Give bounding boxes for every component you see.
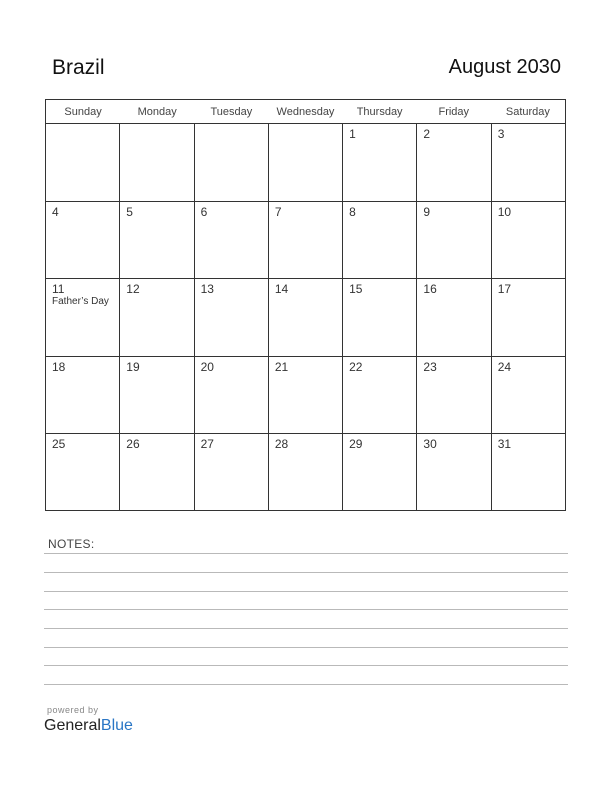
weekday-header-row [46, 100, 565, 124]
day-number: 11 [52, 282, 65, 297]
weeks-container [46, 124, 565, 511]
weekday-saturday: Saturday [505, 106, 550, 118]
calendar-grid [45, 99, 566, 511]
day-number: 23 [423, 359, 437, 374]
day-number: 31 [497, 437, 512, 452]
day-number: 21 [274, 359, 289, 374]
day-number: 6 [200, 204, 208, 219]
day-cell [492, 357, 565, 434]
day-cell [269, 434, 343, 511]
notes-line [44, 628, 568, 629]
notes-line [44, 647, 568, 648]
week-row [46, 357, 565, 435]
notes-line [44, 591, 568, 592]
day-number: 25 [52, 437, 66, 452]
day-cell [120, 202, 194, 279]
day-number: 17 [497, 282, 512, 297]
day-cell [417, 279, 491, 356]
day-number: 22 [349, 359, 363, 374]
notes-line [44, 609, 568, 610]
day-cell [46, 279, 120, 356]
week-row [46, 434, 565, 511]
day-number: 9 [423, 204, 431, 219]
day-cell [195, 202, 269, 279]
day-number: 28 [274, 437, 289, 452]
day-number: 1 [349, 127, 356, 141]
weekday-tuesday: Tuesday [210, 106, 253, 118]
day-number: 3 [497, 127, 505, 141]
day-cell [417, 434, 491, 511]
day-number: 29 [349, 437, 363, 452]
day-cell [120, 434, 194, 511]
notes-line [44, 572, 568, 573]
day-number: 16 [423, 282, 437, 297]
day-number: 10 [497, 204, 512, 219]
powered-by-text: powered by [47, 705, 99, 715]
day-cell [269, 357, 343, 434]
day-number: 20 [200, 359, 214, 374]
day-number: 18 [52, 359, 66, 374]
day-cell [269, 124, 343, 201]
day-number: 12 [126, 282, 140, 297]
notes-line [44, 553, 568, 554]
day-cell [195, 357, 269, 434]
day-cell [492, 124, 565, 201]
week-row [46, 279, 565, 357]
day-cell [120, 357, 194, 434]
day-cell [195, 279, 269, 356]
day-number: 15 [349, 282, 363, 297]
weekday-friday: Friday [438, 106, 470, 118]
weekday-thursday: Thursday [356, 106, 403, 118]
notes-label: NOTES: [48, 537, 95, 551]
week-row [46, 124, 565, 202]
day-number: 30 [423, 437, 437, 452]
day-cell [46, 434, 120, 511]
day-number: 8 [349, 204, 356, 219]
day-cell [417, 357, 491, 434]
day-cell [46, 357, 120, 434]
weekday-wednesday: Wednesday [276, 106, 335, 118]
day-cell [120, 124, 194, 201]
generalblue-logo [44, 717, 133, 735]
day-cell [343, 357, 417, 434]
day-cell [343, 124, 417, 201]
day-cell [120, 279, 194, 356]
day-cell [417, 202, 491, 279]
day-cell [195, 124, 269, 201]
day-cell [343, 434, 417, 511]
day-cell [343, 279, 417, 356]
day-cell [195, 434, 269, 511]
month-year-title: August 2030 [448, 56, 561, 78]
country-title: Brazil [52, 56, 105, 79]
day-number: 7 [274, 204, 282, 219]
day-number: 13 [200, 282, 214, 297]
day-number: 4 [52, 204, 59, 219]
notes-line [44, 684, 568, 685]
day-cell [417, 124, 491, 201]
day-cell [343, 202, 417, 279]
day-cell [492, 434, 565, 511]
day-number: 2 [423, 127, 431, 141]
day-cell [46, 202, 120, 279]
day-number: 19 [126, 359, 140, 374]
week-row [46, 202, 565, 280]
brand-general-text: General [44, 717, 101, 734]
day-cell [492, 202, 565, 279]
day-cell [269, 279, 343, 356]
day-number: 27 [200, 437, 214, 452]
day-number: 5 [126, 204, 133, 219]
brand-blue-text: Blue [100, 717, 133, 734]
day-number: 26 [126, 437, 140, 452]
notes-line [44, 665, 568, 666]
day-number: 24 [497, 359, 512, 374]
day-cell [46, 124, 120, 201]
day-number: 14 [274, 282, 289, 297]
weekday-sunday: Sunday [64, 106, 102, 118]
holiday-label: Father’s Day [52, 296, 109, 308]
day-cell [492, 279, 565, 356]
weekday-monday: Monday [137, 106, 177, 118]
day-cell [269, 202, 343, 279]
